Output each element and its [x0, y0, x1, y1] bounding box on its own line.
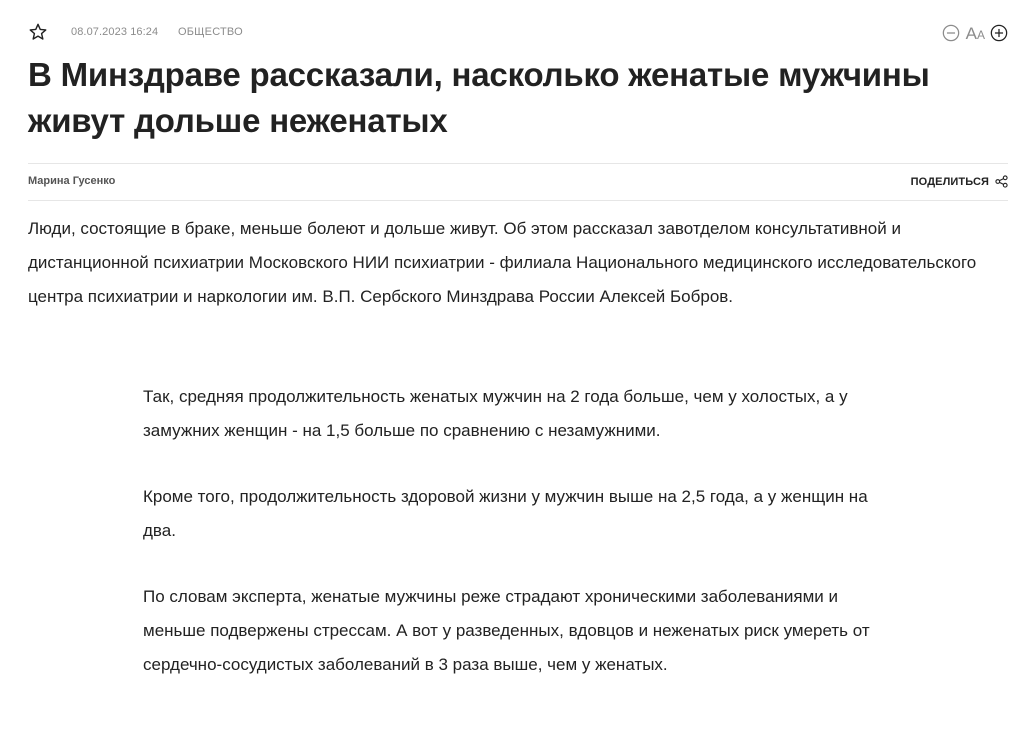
author-link[interactable]: Марина Гусенко: [28, 175, 116, 187]
minus-circle-icon[interactable]: [942, 24, 960, 42]
rubric-link[interactable]: ОБЩЕСТВО: [178, 26, 243, 38]
divider-top: [28, 163, 1008, 164]
share-label: ПОДЕЛИТЬСЯ: [910, 175, 989, 188]
article-paragraph: Так, средняя продолжительность женатых мужчин на 2 года больше, чем у холостых, а у замужних женщин - на 1,5 больше по сравнению с незамужними.: [143, 387, 848, 440]
article-paragraph: Кроме того, продолжительность здоровой жизни у мужчин выше на 2,5 года, а у женщин на два.: [143, 487, 868, 540]
article-paragraph: По словам эксперта, женатые мужчины реже страдают хроническими заболеваниями и меньше подвержены стрессам. А вот у разведенных, вдовцов и неженатых риск умереть от сердечно-сосудистых заболеваний в 3 раза выше, чем у женатых.: [143, 587, 870, 674]
publication-date: 08.07.2023 16:24: [71, 26, 159, 38]
font-size-label-small: A: [976, 27, 985, 42]
article-lead: Люди, состоящие в браке, меньше болеют и дольше живут. Об этом рассказал завотделом консультативной и дистанционной психиатрии Московского НИИ психиатрии - филиала Национального медицинского исследовательского центра психиатрии и наркологии им. В.П. Сербского Минздрава России Алексей Бобров.: [28, 219, 977, 306]
article-title: В Минздраве рассказали, насколько женатые мужчины живут дольше неженатых: [28, 56, 930, 139]
divider-bottom: [28, 200, 1008, 201]
star-icon[interactable]: [28, 22, 48, 42]
article-meta-row: [28, 22, 1008, 44]
font-size-label-large: A: [965, 23, 977, 43]
font-size-controls: [942, 22, 1008, 44]
font-size-label: [966, 25, 985, 42]
share-icon: [995, 175, 1008, 188]
share-button[interactable]: [911, 175, 1008, 188]
plus-circle-icon[interactable]: [990, 24, 1008, 42]
